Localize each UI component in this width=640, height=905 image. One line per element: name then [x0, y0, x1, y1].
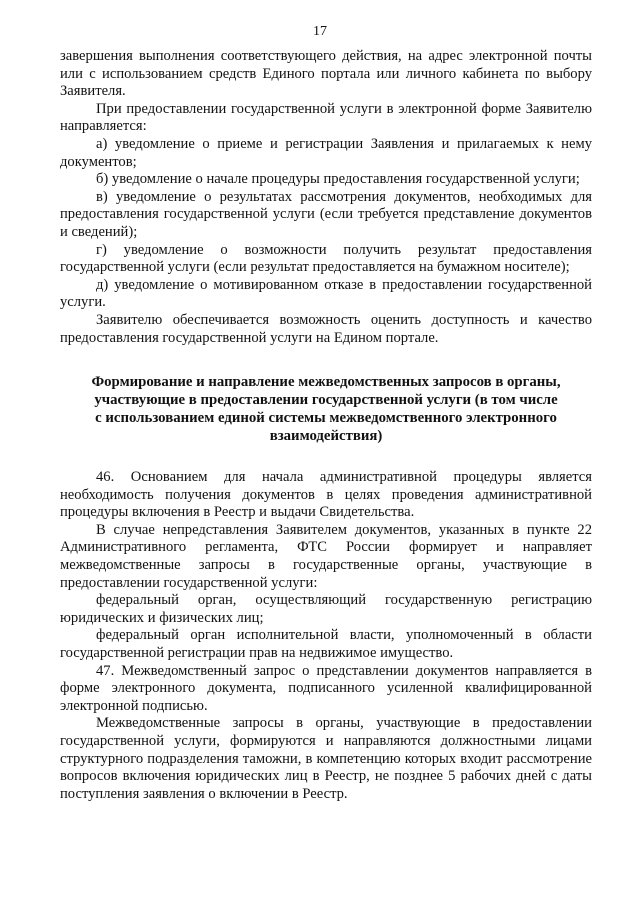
list-item: б) уведомление о начале процедуры предоставления государственной услуги; — [96, 171, 580, 188]
list-item: а) уведомление о приеме и регистрации Заявления и прилагаемых к нему документов; — [60, 135, 592, 170]
list-item: д) уведомление о мотивированном отказе в предоставлении государственной услуги. — [60, 276, 592, 311]
paragraph: При предоставлении государственной услуги в электронной форме Заявителю направляется: — [60, 100, 592, 135]
section-heading — [60, 373, 592, 445]
paragraph: Межведомственные запросы в органы, участвующие в предоставлении государственной услуги, формируются и направляются должностными лицами структурного подразделения таможни, в компетенцию которых входит рассмотрение вопросов включения юридических лиц в Реестр, не позднее 5 рабочих дней с даты поступления заявления о включении в Реестр. — [60, 715, 592, 802]
paragraph: федеральный орган, осуществляющий государственную регистрацию юридических и физических лиц; — [60, 592, 592, 626]
page-number: 17 — [313, 24, 327, 39]
paragraph: Заявителю обеспечивается возможность оценить доступность и качество предоставления государственной услуги на Едином портале. — [60, 311, 592, 346]
paragraph: завершения выполнения соответствующего действия, на адрес электронной почты или с использованием средств Единого портала или личного кабинета по выбору Заявителя. — [60, 48, 592, 100]
paragraph: 46. Основанием для начала административной процедуры является необходимость получения документов в целях проведения административной процедуры включения в Реестр и выдачи Свидетельства. — [60, 469, 592, 521]
document-body — [60, 48, 592, 803]
heading-line: Формирование и направление межведомственных запросов в органы, — [91, 374, 561, 391]
list-item: в) уведомление о результатах рассмотрения документов, необходимых для предоставления государственной услуги (если требуется представление документов и сведений); — [60, 188, 592, 240]
paragraph: федеральный орган исполнительной власти, уполномоченный в области государственной регистрации прав на недвижимое имущество. — [60, 627, 592, 662]
paragraph: В случае непредставления Заявителем документов, указанных в пункте 22 Административного регламента, ФТС России формирует и направляет межведомственные запросы в государственные органы, участвующие в предоставлении государственной услуги: — [60, 521, 592, 591]
paragraph: 47. Межведомственный запрос о представлении документов направляется в форме электронного документа, подписанного усиленной квалифицированной электронной подписью. — [60, 662, 592, 714]
heading-line: участвующие в предоставлении государственной услуги (в том числе — [94, 392, 558, 409]
heading-line: взаимодействия) — [269, 428, 383, 445]
heading-line: с использованием единой системы межведомственного электронного — [95, 410, 557, 427]
list-item: г) уведомление о возможности получить результат предоставления государственной услуги (если результат предоставляется на бумажном носителе); — [60, 241, 592, 276]
